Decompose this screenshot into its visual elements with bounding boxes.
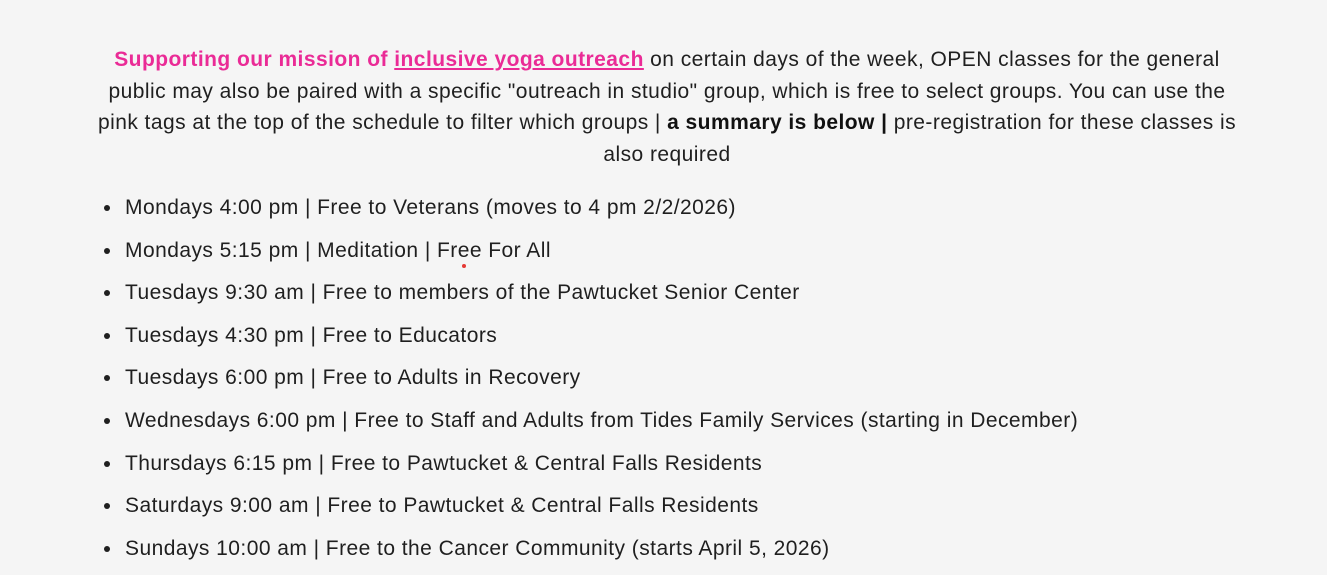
bullet-icon — [104, 375, 110, 381]
schedule-item — [104, 192, 1264, 235]
schedule-text: Thursdays 6:15 pm | Free to Pawtucket & Central Falls Residents — [125, 451, 763, 475]
schedule-text: Mondays 5:15 pm | Meditation | Free For All — [125, 238, 551, 262]
bullet-icon — [104, 205, 110, 211]
bullet-icon — [104, 290, 110, 296]
inclusive-yoga-outreach-link[interactable]: inclusive yoga outreach — [394, 48, 644, 71]
schedule-item — [104, 235, 1264, 278]
intro-body: on certain days of the week, OPEN classes for the general public may also be paired with a specific "outreach in studio" group, which is free to select groups. You can use the pink tags at the top of the schedule to filter which groups | — [97, 48, 1226, 134]
schedule-item — [104, 490, 1264, 533]
preregistration-note: pre-registration for these classes is also required — [603, 111, 1237, 166]
bullet-icon — [104, 546, 110, 552]
red-dot-marker — [462, 264, 466, 268]
bullet-icon — [104, 333, 110, 339]
schedule-item — [104, 448, 1264, 491]
summary-emphasis: a summary is below | — [667, 111, 888, 134]
outreach-schedule-list — [104, 192, 1264, 575]
intro-paragraph — [92, 44, 1242, 170]
schedule-item — [104, 277, 1264, 320]
schedule-text: Tuesdays 6:00 pm | Free to Adults in Recovery — [125, 366, 581, 390]
schedule-item — [104, 362, 1264, 405]
schedule-text: Tuesdays 4:30 pm | Free to Educators — [125, 323, 498, 347]
bullet-icon — [104, 503, 110, 509]
schedule-item — [104, 533, 1264, 575]
schedule-text: Tuesdays 9:30 am | Free to members of the Pawtucket Senior Center — [125, 281, 800, 305]
schedule-item — [104, 405, 1264, 448]
schedule-text: Mondays 4:00 pm | Free to Veterans (moves to 4 pm 2/2/2026) — [125, 196, 736, 219]
bullet-icon — [104, 418, 110, 424]
schedule-item — [104, 320, 1264, 363]
schedule-text: Sundays 10:00 am | Free to the Cancer Community (starts April 5, 2026) — [125, 536, 830, 560]
schedule-text: Saturdays 9:00 am | Free to Pawtucket & Central Falls Residents — [125, 494, 759, 518]
bullet-icon — [104, 248, 110, 254]
bullet-icon — [104, 461, 110, 467]
schedule-text: Wednesdays 6:00 pm | Free to Staff and Adults from Tides Family Services (starting in December) — [125, 408, 1079, 432]
intro-lead: Supporting our mission of — [114, 48, 388, 71]
